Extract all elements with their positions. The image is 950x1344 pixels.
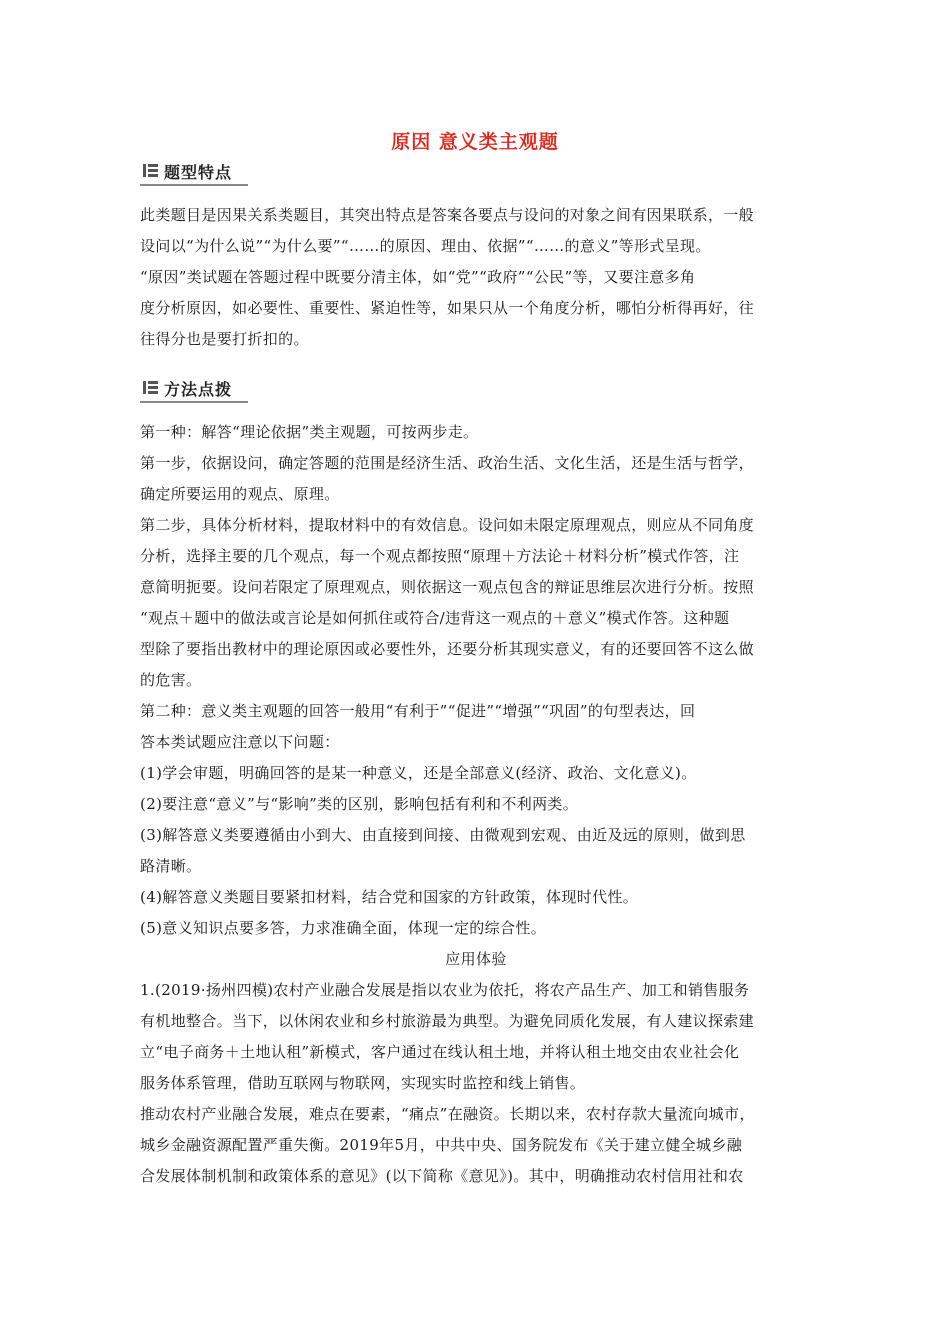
text-line: 分析，选择主要的几个观点，每一个观点都按照“原理＋方法论＋材料分析”模式作答，注: [140, 547, 740, 565]
text-line: 设问以“为什么说”“为什么要”“……的原因、理由、依据”“……的意义”等形式呈现。: [140, 237, 711, 255]
list-icon: [143, 381, 158, 394]
features-text: [140, 200, 812, 355]
section-header-method: [140, 375, 248, 403]
text-line: 的危害。: [140, 671, 202, 689]
text-line: 立“电子商务＋土地认租”新模式，客户通过在线认租土地，并将认租土地交由农业社会化: [140, 1043, 740, 1061]
page-title: 原因 意义类主观题: [391, 131, 559, 153]
text-line: 度分析原因，如必要性、重要性、紧迫性等，如果只从一个角度分析，哪怕分析得再好，往: [140, 299, 755, 317]
text-line: 型除了要指出教材中的理论原因或必要性外，还要分析其现实意义，有的还要回答不这么做: [140, 640, 755, 658]
text-line: 服务体系管理，借助互联网与物联网，实现实时监控和线上销售。: [140, 1074, 586, 1092]
text-line: 第二步，具体分析材料，提取材料中的有效信息。设问如未限定原理观点，则应从不同角度: [140, 516, 755, 534]
text-line: 有机地整合。当下，以休闲农业和乡村旅游最为典型。为避免同质化发展，有人建议探索建: [140, 1012, 755, 1030]
text-line: “原因”类试题在答题过程中既要分清主体，如“党”“政府”“公民”等，又要注意多角: [140, 268, 696, 286]
text-line: 城乡金融资源配置严重失衡。2019年5月，中共中央、国务院发布《关于建立健全城乡融: [140, 1136, 743, 1154]
text-line: 此类题目是因果关系类题目，其突出特点是答案各要点与设问的对象之间有因果联系，一般: [140, 206, 755, 224]
text-line: 往得分也是要打折扣的。: [140, 330, 309, 348]
text-line: (3)解答意义类要遵循由小到大、由直接到间接、由微观到宏观、由近及远的原则，做到思: [140, 826, 746, 844]
text-line: 意简明扼要。设问若限定了原理观点，则依据这一观点包含的辩证思维层次进行分析。按照: [140, 578, 755, 596]
text-line: (2)要注意“意义”与“影响”类的区别，影响包括有利和不利两类。: [140, 795, 579, 813]
text-line: 第一步，依据设问，确定答题的范围是经济生活、政治生活、文化生活，还是生活与哲学，: [140, 454, 755, 472]
list-icon: [143, 164, 158, 177]
method-text: [140, 417, 812, 1192]
text-line: 第二种：意义类主观题的回答一般用“有利于”“促进”“增强”“巩固”的句型表达，回: [140, 702, 696, 720]
text-line: 推动农村产业融合发展，难点在要素，“痛点”在融资。长期以来，农村存款大量流向城市，: [140, 1105, 755, 1123]
text-line: “观点＋题中的做法或言论是如何抓住或符合/违背这一观点的＋意义”模式作答。这种题: [140, 609, 730, 627]
section-label: 方法点拨: [164, 380, 233, 399]
text-line: 路清晰。: [140, 857, 202, 875]
text-line: 合发展体制机制和政策体系的意见》(以下简称《意见》)。其中，明确推动农村信用社和农: [140, 1167, 744, 1185]
section-header-features: [140, 158, 248, 186]
text-line: (5)意义知识点要多答，力求准确全面，体现一定的综合性。: [140, 919, 547, 937]
text-line: 1.(2019·扬州四模)农村产业融合发展是指以农业为依托，将农产品生产、加工和销售服务: [140, 981, 750, 999]
text-line: (4)解答意义类题目要紧扣材料，结合党和国家的方针政策，体现时代性。: [140, 888, 639, 906]
text-line: (1)学会审题，明确回答的是某一种意义，还是全部意义(经济、政治、文化意义)。: [140, 764, 697, 782]
section-label: 题型特点: [164, 163, 233, 182]
application-heading: 应用体验: [445, 950, 507, 968]
text-line: 确定所要运用的观点、原理。: [140, 485, 340, 503]
text-line: 答本类试题应注意以下问题：: [140, 733, 340, 751]
text-line: 第一种：解答“理论依据”类主观题，可按两步走。: [140, 423, 479, 441]
